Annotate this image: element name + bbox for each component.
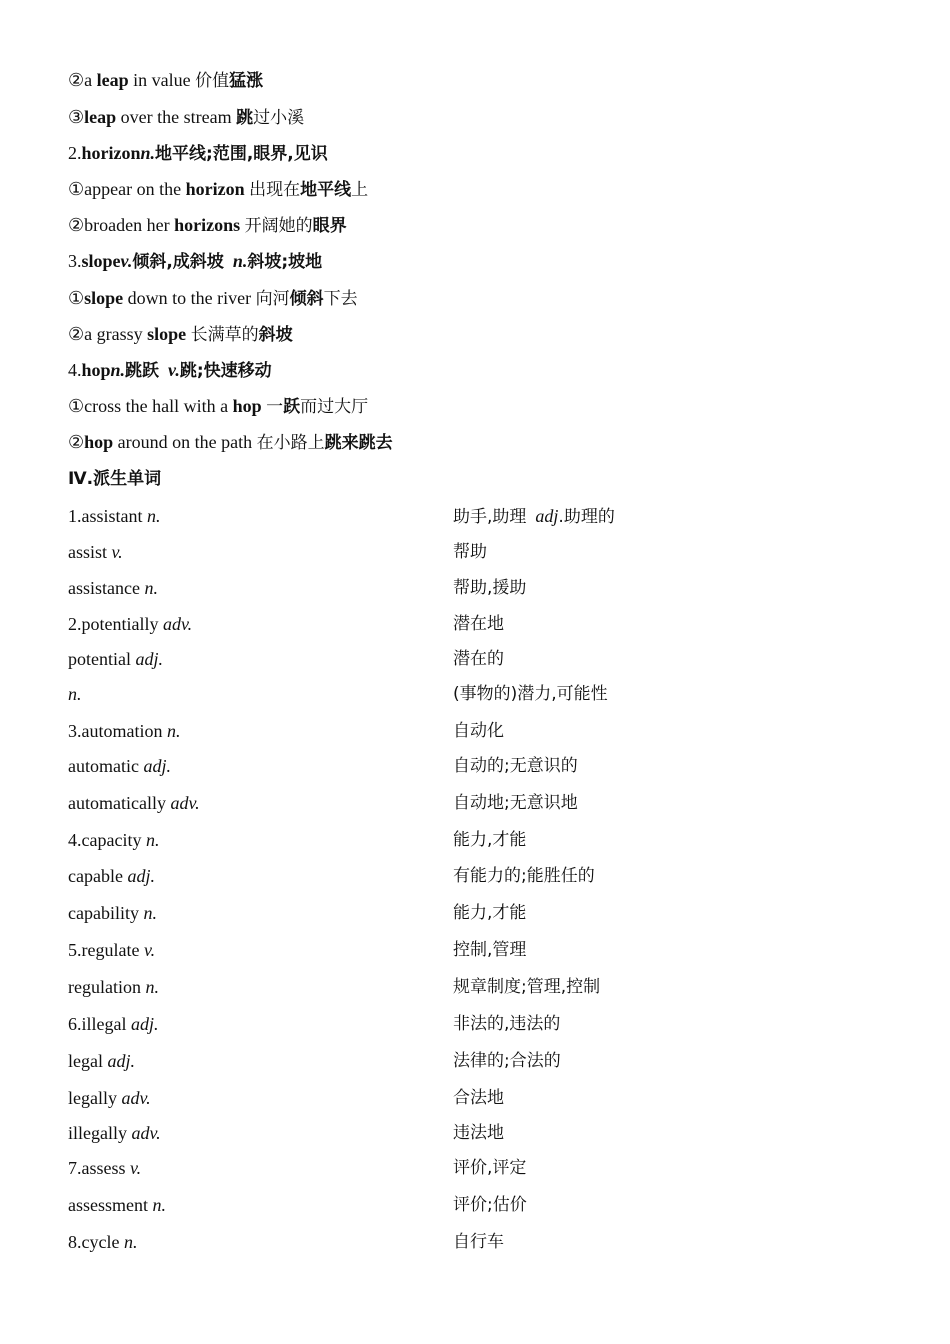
headword-pos: v. [120, 251, 133, 271]
phrase-translation: 价值 [195, 71, 230, 91]
headword: slope [81, 251, 121, 271]
derivative-meaning: 帮助 [453, 542, 487, 562]
derivative-word [68, 540, 123, 564]
derivative-word [68, 719, 180, 743]
derivative-meaning: (事物的)潜力,可能性 [453, 684, 608, 704]
derivative-meaning-text: 助手,助理 [453, 507, 527, 527]
phrase-translation: 出现在 [249, 180, 301, 200]
phrase-translation-bold: 眼界 [312, 216, 347, 236]
derivative-word [68, 647, 163, 671]
derivative-word [68, 791, 200, 815]
headword-pos-2: n. [232, 251, 248, 271]
derivative-pos: n. [144, 578, 158, 598]
phrase-line [68, 213, 347, 238]
derivative-term: assist [68, 542, 112, 562]
phrase-translation-tail: 下去 [323, 289, 358, 309]
derivative-word [68, 938, 155, 962]
derivative-meaning: 潜在地 [453, 614, 504, 634]
derivative-pos: adj. [143, 756, 171, 776]
derivative-term: capability [68, 903, 144, 923]
derivative-term: 4.capacity [68, 830, 146, 850]
phrase-translation-tail: 上 [351, 180, 369, 200]
derivative-word [68, 975, 159, 999]
derivative-term: 8.cycle [68, 1232, 124, 1252]
phrase-rest: in value [128, 70, 196, 90]
phrase-translation-tail: 而过大厅 [300, 397, 369, 417]
derivative-term: assessment [68, 1195, 153, 1215]
derivative-pos: n. [147, 506, 161, 526]
headword-pos: n. [140, 143, 156, 163]
derivative-meaning: 非法的,违法的 [453, 1014, 561, 1034]
derivative-meaning: 潜在的 [453, 649, 504, 669]
derivative-pos: n. [152, 1195, 166, 1215]
derivative-term: regulation [68, 977, 146, 997]
derivative-meaning: 能力,才能 [453, 903, 527, 923]
phrase-translation-bold: 跃 [283, 397, 301, 417]
derivative-pos: adv. [162, 614, 193, 634]
headword-pos-2: v. [168, 360, 180, 380]
headword-number: 4. [68, 360, 82, 380]
derivative-meaning: 合法地 [453, 1088, 504, 1108]
phrase-prefix: ①appear on the [68, 179, 186, 199]
phrase-translation: 向河 [255, 289, 290, 309]
derivative-meaning: 能力,才能 [453, 830, 527, 850]
derivative-term: 7.assess [68, 1158, 130, 1178]
phrase-keyword: leap [84, 107, 117, 127]
phrase-prefix: ②a [68, 70, 97, 90]
phrase-line [68, 322, 293, 347]
derivative-pos: n. [143, 903, 157, 923]
derivative-pos: adj. [130, 1014, 159, 1034]
derivative-pos: v. [143, 940, 156, 960]
derivative-meaning: 法律的;合法的 [453, 1051, 561, 1071]
phrase-keyword: hop [84, 432, 114, 452]
phrase-translation-tail: 过小溪 [253, 108, 305, 128]
phrase-rest: around on the path [113, 432, 257, 452]
derivative-term: 1.assistant [68, 506, 147, 526]
phrase-line [68, 430, 393, 455]
derivative-meaning: 自行车 [453, 1232, 504, 1252]
section-title: Ⅳ.派生单词 [68, 469, 162, 489]
derivative-term: assistance [68, 578, 145, 598]
derivative-meaning: 有能力的;能胜任的 [453, 866, 595, 886]
phrase-prefix: ①cross the hall with a [68, 396, 233, 416]
headword-line [68, 141, 328, 166]
phrase-translation-bold: 地平线 [300, 180, 352, 200]
headword-meaning-2: 跳;快速移动 [179, 361, 272, 381]
phrase-translation: 开阔她的 [244, 216, 313, 236]
derivative-word [68, 1012, 159, 1036]
derivative-meaning: 自动地;无意识地 [453, 793, 578, 813]
derivative-word [68, 1156, 141, 1180]
derivative-word [68, 1121, 161, 1145]
derivative-pos: n. [68, 684, 82, 704]
derivative-word [68, 576, 158, 600]
derivative-term: 2.potentially [68, 614, 163, 634]
derivative-pos: adj. [135, 649, 163, 669]
phrase-translation: 长满草的 [190, 325, 259, 345]
derivative-meaning: 帮助,援助 [453, 578, 527, 598]
phrase-translation-bold: 猛涨 [229, 71, 264, 91]
phrase-keyword: horizons [174, 215, 241, 235]
derivative-word [68, 901, 157, 925]
derivative-term: 3.automation [68, 721, 167, 741]
derivative-pos: v. [130, 1158, 142, 1178]
phrase-keyword: slope [147, 324, 187, 344]
headword-meaning: 跳跃 [125, 361, 160, 381]
derivative-meaning: 自动的;无意识的 [453, 756, 578, 776]
derivative-word [68, 612, 192, 636]
derivative-word [68, 828, 159, 852]
phrase-keyword: leap [96, 70, 129, 90]
headword-line [68, 358, 272, 383]
derivative-term: 6.illegal [68, 1014, 131, 1034]
derivative-pos: adv. [170, 793, 200, 813]
derivative-meaning: 评价;估价 [453, 1195, 527, 1215]
derivative-term: potential [68, 649, 136, 669]
derivative-word [68, 682, 82, 706]
phrase-line [68, 68, 263, 93]
derivative-pos: adv. [131, 1123, 161, 1143]
derivative-pos: adj. [107, 1051, 135, 1071]
phrase-prefix: ③ [68, 107, 85, 127]
phrase-translation-bold: 跳 [236, 108, 254, 128]
phrase-rest: over the stream [116, 107, 237, 127]
derivative-word [68, 754, 171, 778]
headword-meaning: 地平线;范围,眼界,见识 [155, 144, 328, 164]
phrase-keyword: hop [232, 396, 262, 416]
headword-pos: n. [110, 360, 126, 380]
derivative-meaning: 评价,评定 [453, 1158, 527, 1178]
phrase-prefix: ① [68, 288, 85, 308]
derivative-word [68, 864, 155, 888]
derivative-term: automatically [68, 793, 171, 813]
derivative-term: 5.regulate [68, 940, 144, 960]
phrase-translation-bold: 倾斜 [289, 289, 324, 309]
derivative-pos: n. [145, 830, 160, 850]
derivative-term: illegally [68, 1123, 132, 1143]
phrase-rest: down to the river [123, 288, 256, 308]
derivative-meaning [453, 504, 615, 529]
headword: hop [81, 360, 111, 380]
headword-number: 2. [68, 143, 82, 163]
derivative-pos: n. [166, 721, 181, 741]
headword-line [68, 249, 322, 274]
phrase-line [68, 105, 304, 130]
phrase-line [68, 394, 368, 419]
derivative-meaning: 规章制度;管理,控制 [453, 977, 601, 997]
headword-meaning: 倾斜,成斜坡 [132, 252, 224, 272]
headword-meaning-2: 斜坡;坡地 [247, 252, 323, 272]
phrase-prefix: ②broaden her [68, 215, 175, 235]
derivative-term: automatic [68, 756, 144, 776]
derivative-term: legally [68, 1088, 122, 1108]
derivative-pos: adv. [121, 1088, 151, 1108]
derivative-pos: v. [111, 542, 123, 562]
derivative-term: capable [68, 866, 128, 886]
derivative-meaning-pos: adj [535, 506, 559, 526]
phrase-prefix: ②a grassy [68, 324, 148, 344]
phrase-translation: 在小路上 [256, 433, 325, 453]
derivative-meaning: 控制,管理 [453, 940, 527, 960]
derivative-word [68, 504, 161, 528]
phrase-prefix: ② [68, 432, 85, 452]
phrase-line [68, 286, 358, 311]
derivative-word [68, 1049, 135, 1073]
phrase-translation-bold: 跳来跳去 [324, 433, 393, 453]
derivative-meaning: 自动化 [453, 721, 504, 741]
derivative-pos: n. [123, 1232, 138, 1252]
headword-number: 3. [68, 251, 82, 271]
phrase-translation-bold: 斜坡 [258, 325, 293, 345]
phrase-keyword: slope [84, 288, 124, 308]
derivative-word [68, 1193, 166, 1217]
phrase-keyword: horizon [185, 179, 245, 199]
derivative-meaning: 违法地 [453, 1123, 504, 1143]
derivative-pos: adj. [127, 866, 155, 886]
derivative-word [68, 1230, 137, 1254]
headword: horizon [81, 143, 141, 163]
derivative-term: legal [68, 1051, 108, 1071]
derivative-word [68, 1086, 151, 1110]
phrase-line [68, 177, 368, 202]
phrase-translation: 一 [266, 397, 284, 417]
derivative-pos: n. [145, 977, 159, 997]
derivative-meaning-tail: .助理的 [558, 507, 615, 527]
